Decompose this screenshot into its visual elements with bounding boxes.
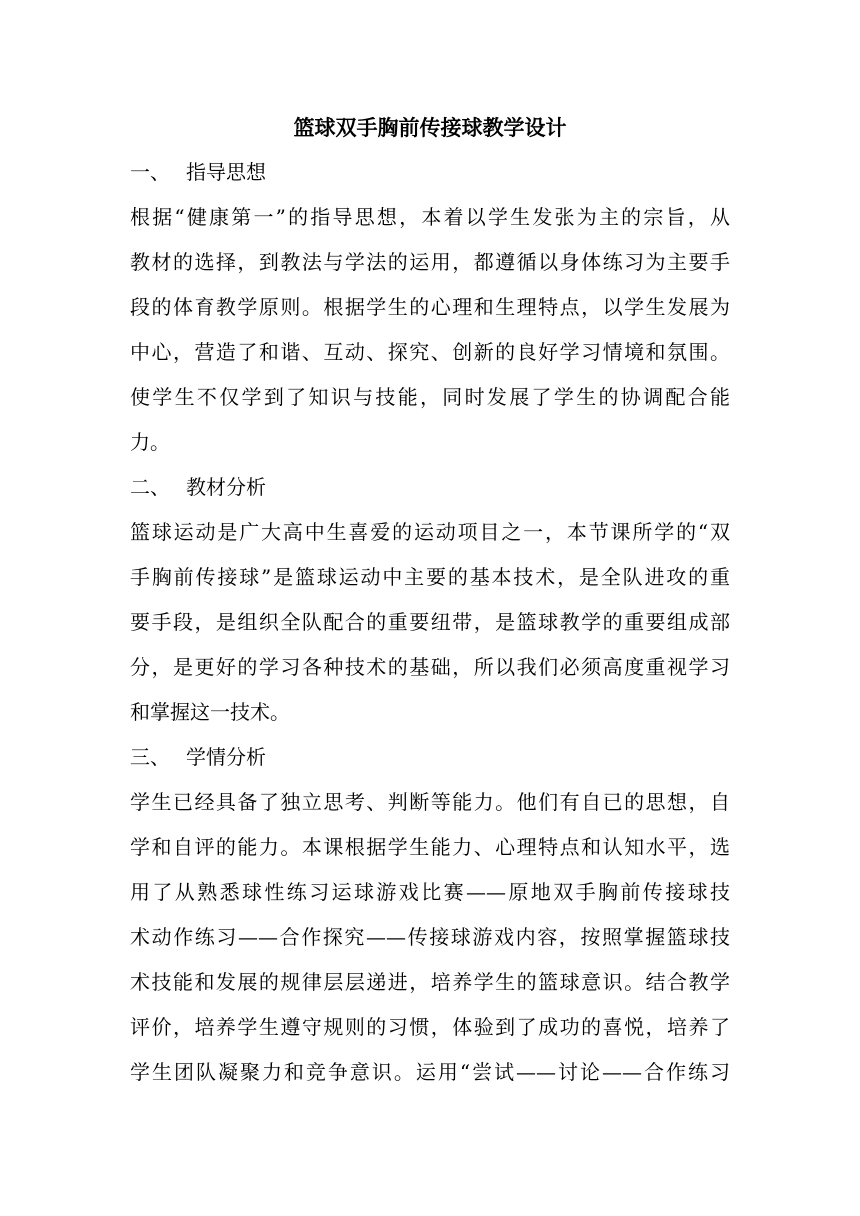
paragraph-line: 段的体育教学原则。根据学生的心理和生理特点，以学生发展为	[130, 295, 730, 319]
paragraph-line: 评价，培养学生遵守规则的习惯，体验到了成功的喜悦，培养了	[130, 1015, 730, 1039]
paragraph-line: 术技能和发展的规律层层递进，培养学生的篮球意识。结合教学	[130, 970, 730, 994]
paragraph-line: 术动作练习——合作探究——传接球游戏内容，按照掌握篮球技	[130, 925, 730, 949]
paragraph-line: 根据“健康第一”的指导思想，本着以学生发张为主的宗旨，从	[130, 205, 730, 229]
section-number: 二、	[130, 475, 170, 499]
section-heading-1	[130, 156, 266, 188]
paragraph-line: 手胸前传接球”是篮球运动中主要的基本技术，是全队进攻的重	[130, 565, 730, 589]
section-heading-text: 教材分析	[186, 475, 266, 499]
paragraph-line: 学和自评的能力。本课根据学生能力、心理特点和认知水平，选	[130, 835, 730, 859]
section-heading-text: 学情分析	[186, 745, 266, 769]
section-number: 三、	[130, 745, 170, 769]
paragraph-line: 学生团队凝聚力和竞争意识。运用“尝试——讨论——合作练习	[130, 1060, 730, 1084]
paragraph-line: 使学生不仅学到了知识与技能，同时发展了学生的协调配合能	[130, 385, 730, 409]
paragraph-line: 用了从熟悉球性练习运球游戏比赛——原地双手胸前传接球技	[130, 880, 730, 904]
paragraph-line: 教材的选择，到教法与学法的运用，都遵循以身体练习为主要手	[130, 250, 730, 274]
paragraph-line: 力。	[130, 430, 170, 454]
section-heading-2	[130, 471, 266, 503]
document-title: 篮球双手胸前传接球教学设计	[293, 115, 567, 140]
paragraph-line: 篮球运动是广大高中生喜爱的运动项目之一，本节课所学的“双	[130, 520, 730, 544]
paragraph-line: 和掌握这一技术。	[130, 700, 290, 724]
paragraph-line: 中心，营造了和谐、互动、探究、创新的良好学习情境和氛围。	[130, 340, 730, 364]
paragraph-line: 分，是更好的学习各种技术的基础，所以我们必须高度重视学习	[130, 655, 730, 679]
section-heading-3	[130, 741, 266, 773]
paragraph-line: 要手段，是组织全队配合的重要纽带，是篮球教学的重要组成部	[130, 610, 730, 634]
section-heading-text: 指导思想	[186, 160, 266, 184]
paragraph-line: 学生已经具备了独立思考、判断等能力。他们有自已的思想，自	[130, 790, 730, 814]
section-number: 一、	[130, 160, 170, 184]
